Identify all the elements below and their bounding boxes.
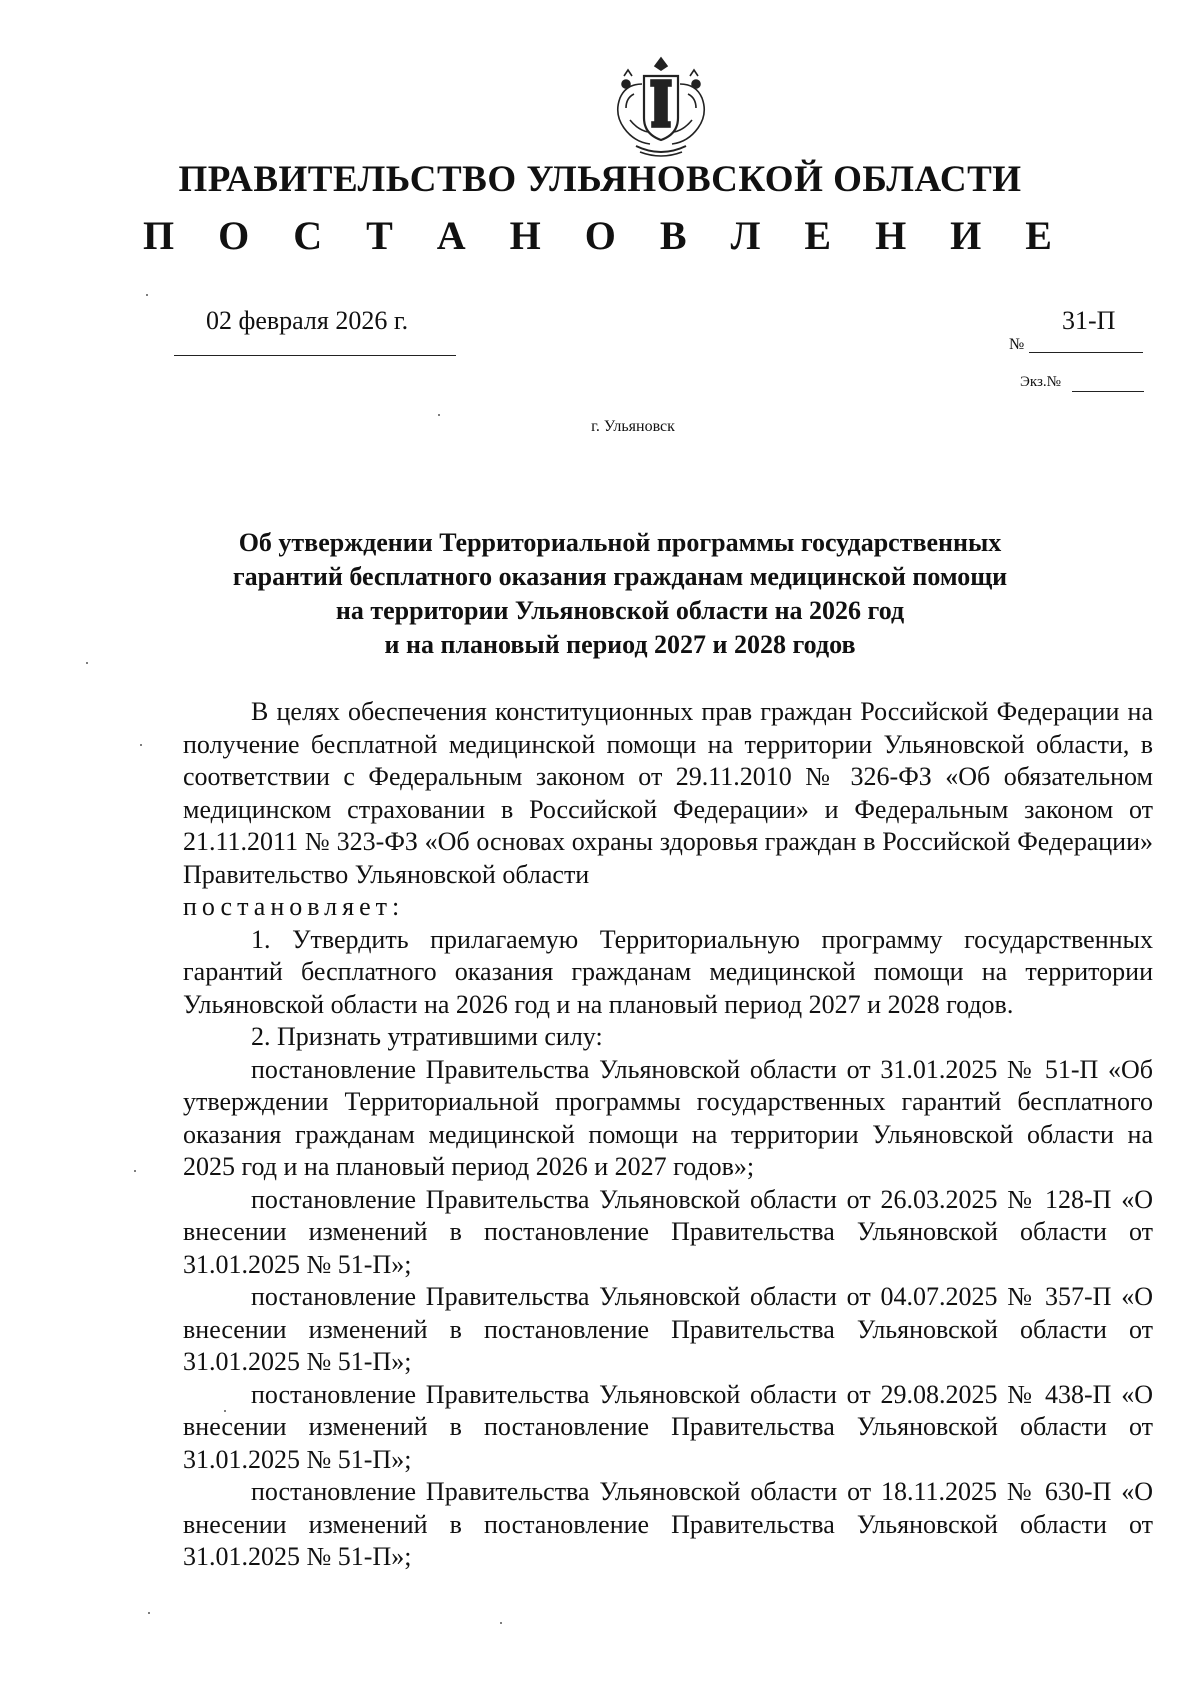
copy-number-underline bbox=[1072, 391, 1144, 392]
item-2-paragraph: 2. Признать утратившими силу: bbox=[251, 1022, 603, 1051]
date-underline bbox=[174, 355, 456, 356]
scan-speck bbox=[140, 744, 142, 746]
repealed-item: постановление Правительства Ульяновской области от 29.08.2025 № 438-П «О внесении изменений в постановление Правительства Ульяновской области от 31.01.2025 № 51-П»; bbox=[183, 1379, 1153, 1474]
document-subject bbox=[180, 526, 1060, 662]
document-type: П О С Т А Н О В Л Е Н И Е bbox=[143, 213, 1069, 258]
repealed-item: постановление Правительства Ульяновской области от 18.11.2025 № 630-П «О внесении изменений в постановление Правительства Ульяновской области от 31.01.2025 № 51-П»; bbox=[183, 1477, 1153, 1571]
government-title: ПРАВИТЕЛЬСТВО УЛЬЯНОВСКОЙ ОБЛАСТИ bbox=[178, 159, 1022, 200]
scan-speck bbox=[500, 1622, 502, 1624]
scan-speck bbox=[86, 662, 88, 664]
scan-speck bbox=[148, 1612, 150, 1614]
preamble-paragraph: В целях обеспечения конституционных прав граждан Российской Федерации на получение бесплатной медицинской помощи на территории Ульяновской области, в соответствии с Федеральным законом от 29.11.2010 № 326-ФЗ «Об обязательном медицинском страховании в Российской Федерации» и Федеральным законом от 21.11.2011 № 323-ФЗ «Об основах охраны здоровья граждан в Российской Федерации» Правительство Ульяновской области bbox=[183, 697, 1153, 889]
subject-line: и на плановый период 2027 и 2028 годов bbox=[384, 630, 856, 659]
copy-number-label: Экз.№ bbox=[1020, 374, 1061, 390]
repealed-item: постановление Правительства Ульяновской области от 31.01.2025 № 51-П «Об утверждении Территориальной программы государственных гарантий бесплатного оказания гражданам медицинской помощи на территории Ульяновской области на 2025 год и на плановый период 2026 и 2027 годов»; bbox=[183, 1054, 1153, 1181]
number-underline bbox=[1029, 352, 1143, 353]
scan-speck bbox=[134, 1170, 136, 1172]
repealed-item: постановление Правительства Ульяновской области от 04.07.2025 № 357-П «О внесении изменений в постановление Правительства Ульяновской области от 31.01.2025 № 51-П»; bbox=[183, 1282, 1153, 1376]
repealed-item: постановление Правительства Ульяновской области от 26.03.2025 № 128-П «О внесении изменений в постановление Правительства Ульяновской области от 31.01.2025 № 51-П»; bbox=[183, 1184, 1153, 1279]
coat-of-arms-icon bbox=[606, 54, 716, 164]
decree-word: постановляет: bbox=[183, 892, 405, 921]
document-date: 02 февраля 2026 г. bbox=[206, 306, 409, 335]
document-body bbox=[183, 696, 1153, 1574]
document-number: 31-П bbox=[1062, 306, 1116, 335]
subject-line: Об утверждении Территориальной программы государственных bbox=[238, 528, 1002, 557]
subject-line: на территории Ульяновской области на 2026 год bbox=[335, 596, 905, 625]
number-label: № bbox=[1009, 336, 1025, 353]
scan-speck bbox=[438, 414, 440, 416]
scan-speck bbox=[224, 1410, 226, 1412]
item-1-paragraph: 1. Утвердить прилагаемую Территориальную программу государственных гарантий бесплатного оказания гражданам медицинской помощи на территории Ульяновской области на 2026 год и на плановый период 2027 и 2028 годов. bbox=[183, 924, 1153, 1019]
subject-line: гарантий бесплатного оказания гражданам медицинской помощи bbox=[232, 562, 1008, 591]
scan-speck bbox=[146, 294, 148, 296]
city: г. Ульяновск bbox=[591, 418, 675, 435]
